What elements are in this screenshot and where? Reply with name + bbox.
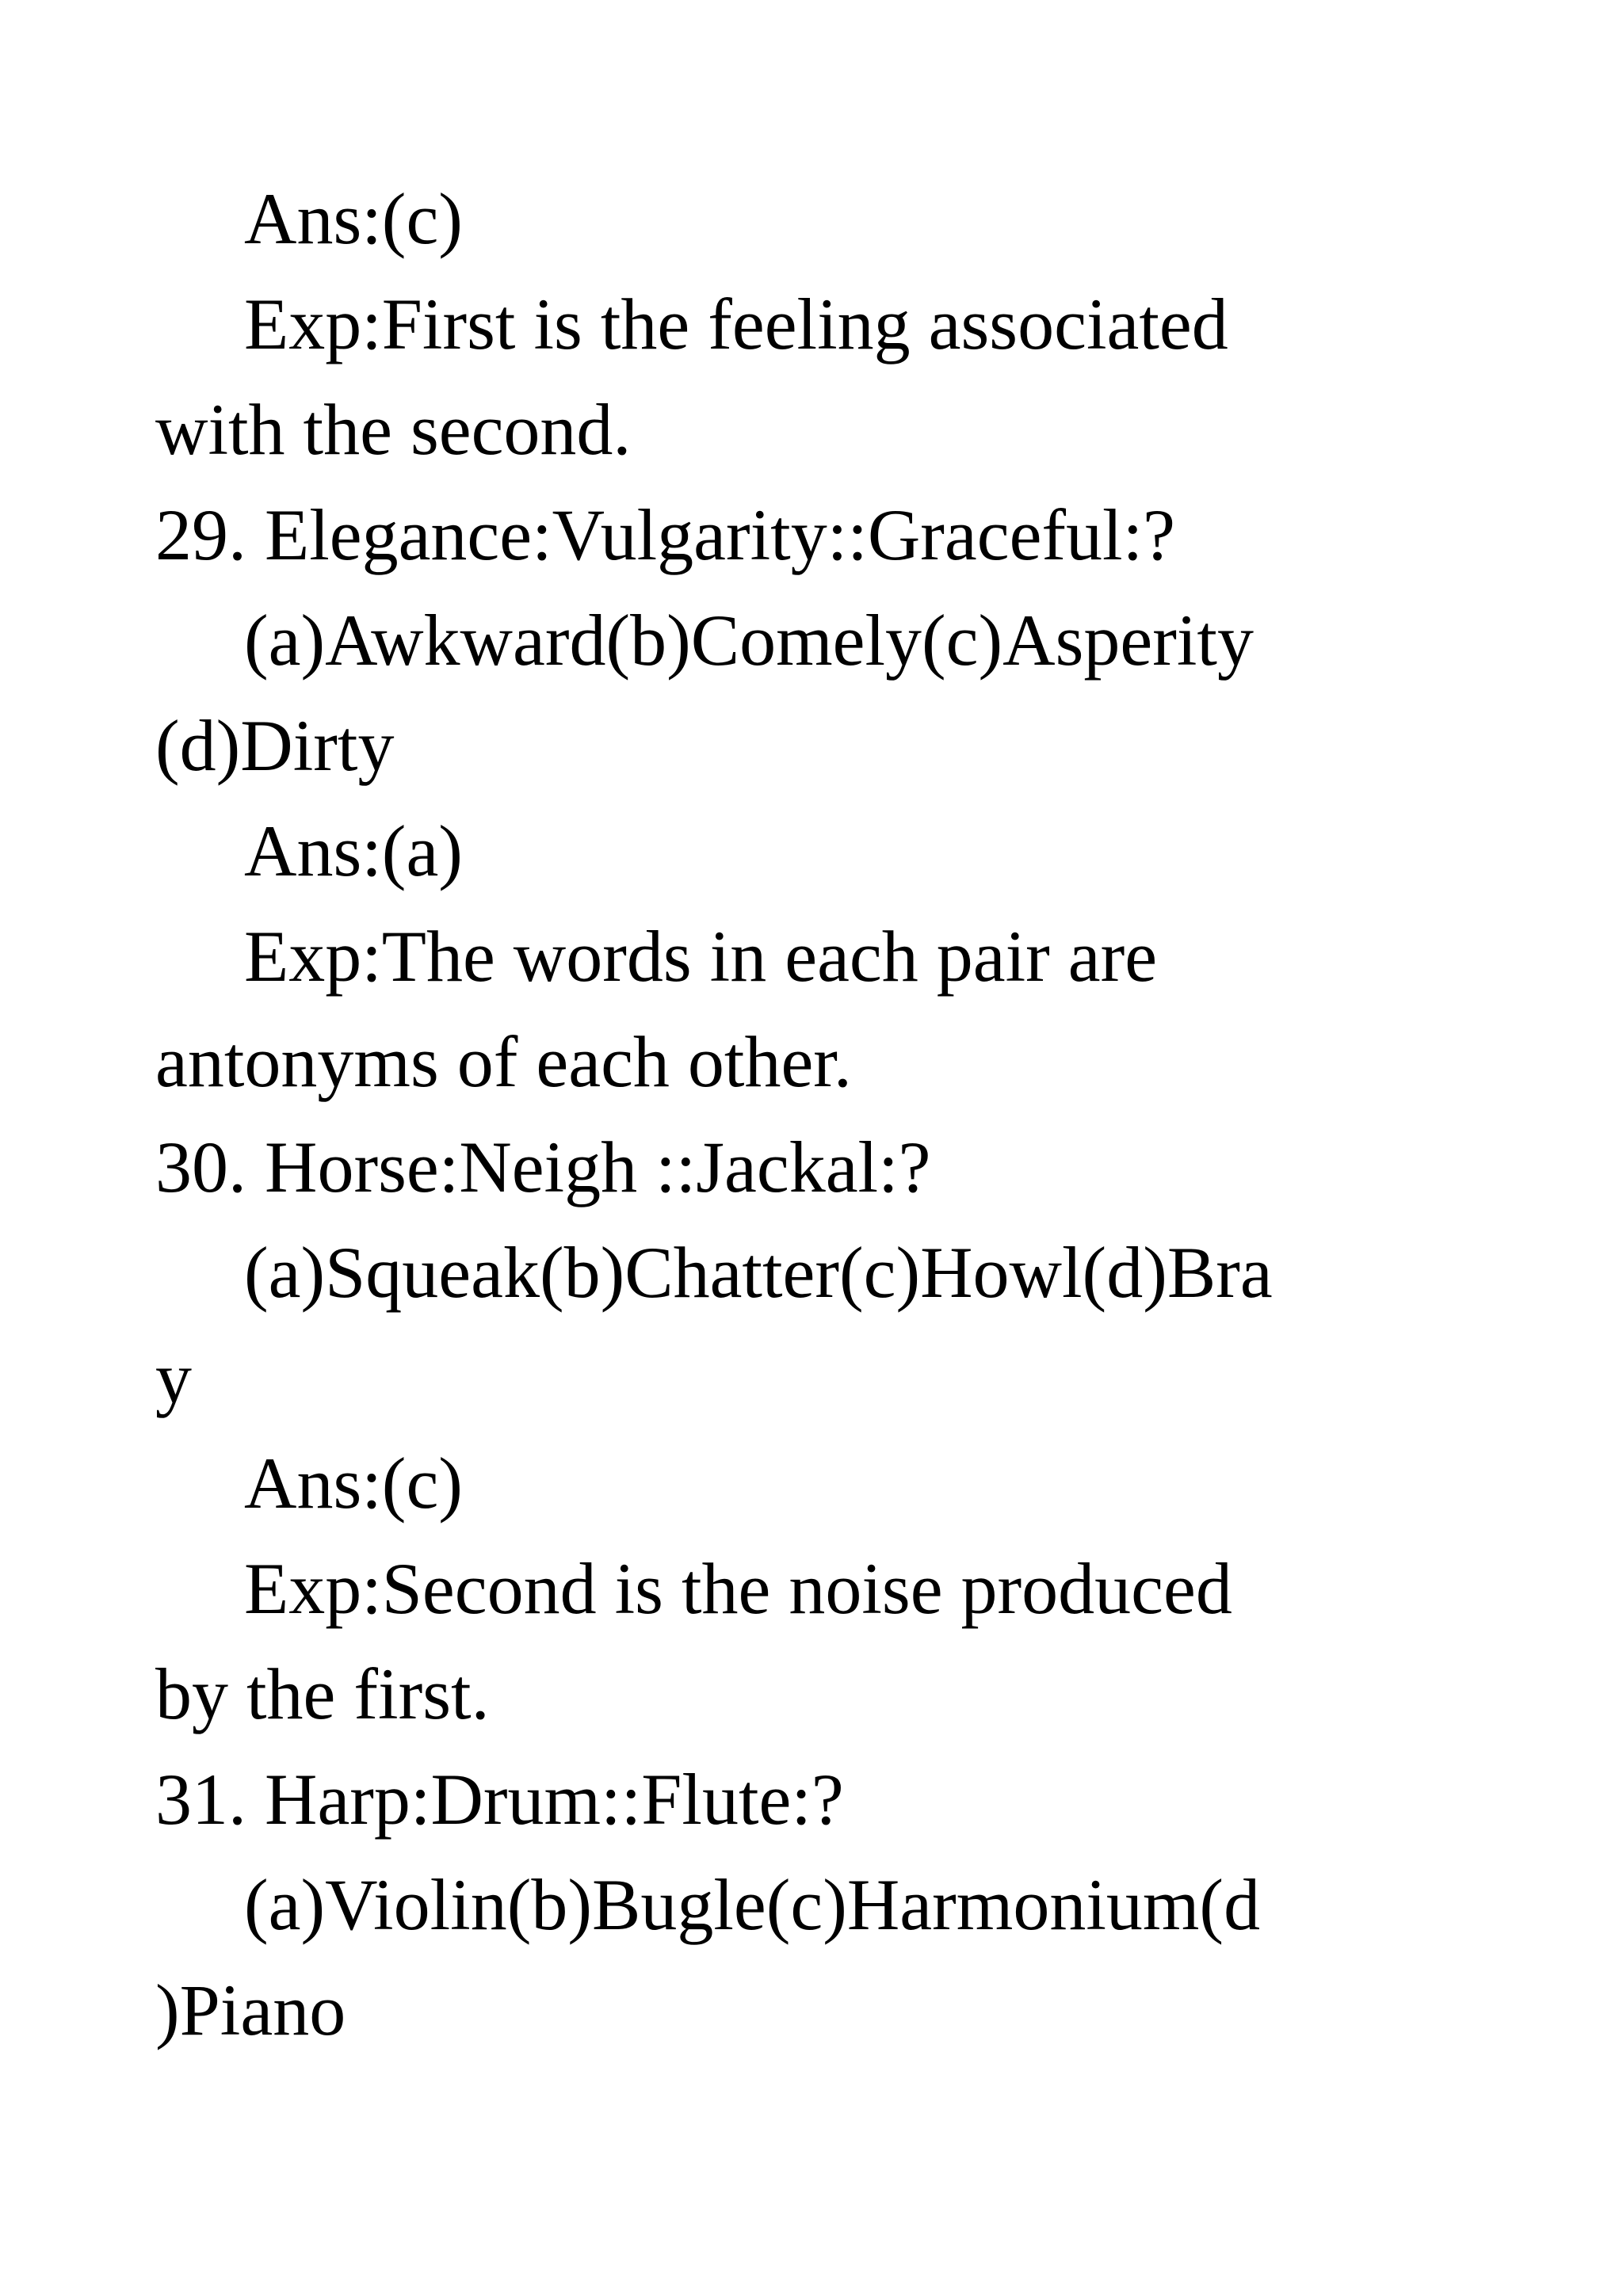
q30-explanation-line2: by the first.: [155, 1653, 490, 1734]
q31-options-line2: )Piano: [155, 1970, 346, 2050]
q28-explanation-line1: Exp:First is the feeling associated: [244, 284, 1228, 364]
q31-question: 31. Harp:Drum::Flute:?: [155, 1759, 844, 1840]
q29-question: 29. Elegance:Vulgarity::Graceful:?: [155, 494, 1176, 575]
q30-explanation-line1: Exp:Second is the noise produced: [244, 1548, 1232, 1629]
q29-explanation-line2: antonyms of each other.: [155, 1021, 852, 1102]
q29-explanation-line1: Exp:The words in each pair are: [244, 916, 1158, 997]
q30-options-line2: y: [155, 1337, 192, 1418]
q30-question: 30. Horse:Neigh ::Jackal:?: [155, 1127, 931, 1207]
q30-options-line1: (a)Squeak(b)Chatter(c)Howl(d)Bra: [244, 1232, 1273, 1313]
q28-explanation-line2: with the second.: [155, 389, 632, 470]
q29-options-line2: (d)Dirty: [155, 705, 395, 786]
q29-answer: Ans:(a): [244, 810, 463, 891]
document-page: [155, 166, 1471, 2063]
q29-options-line1: (a)Awkward(b)Comely(c)Asperity: [244, 600, 1254, 681]
q30-answer: Ans:(c): [244, 1443, 463, 1524]
q28-answer: Ans:(c): [244, 178, 463, 259]
q31-options-line1: (a)Violin(b)Bugle(c)Harmonium(d: [244, 1864, 1261, 1945]
